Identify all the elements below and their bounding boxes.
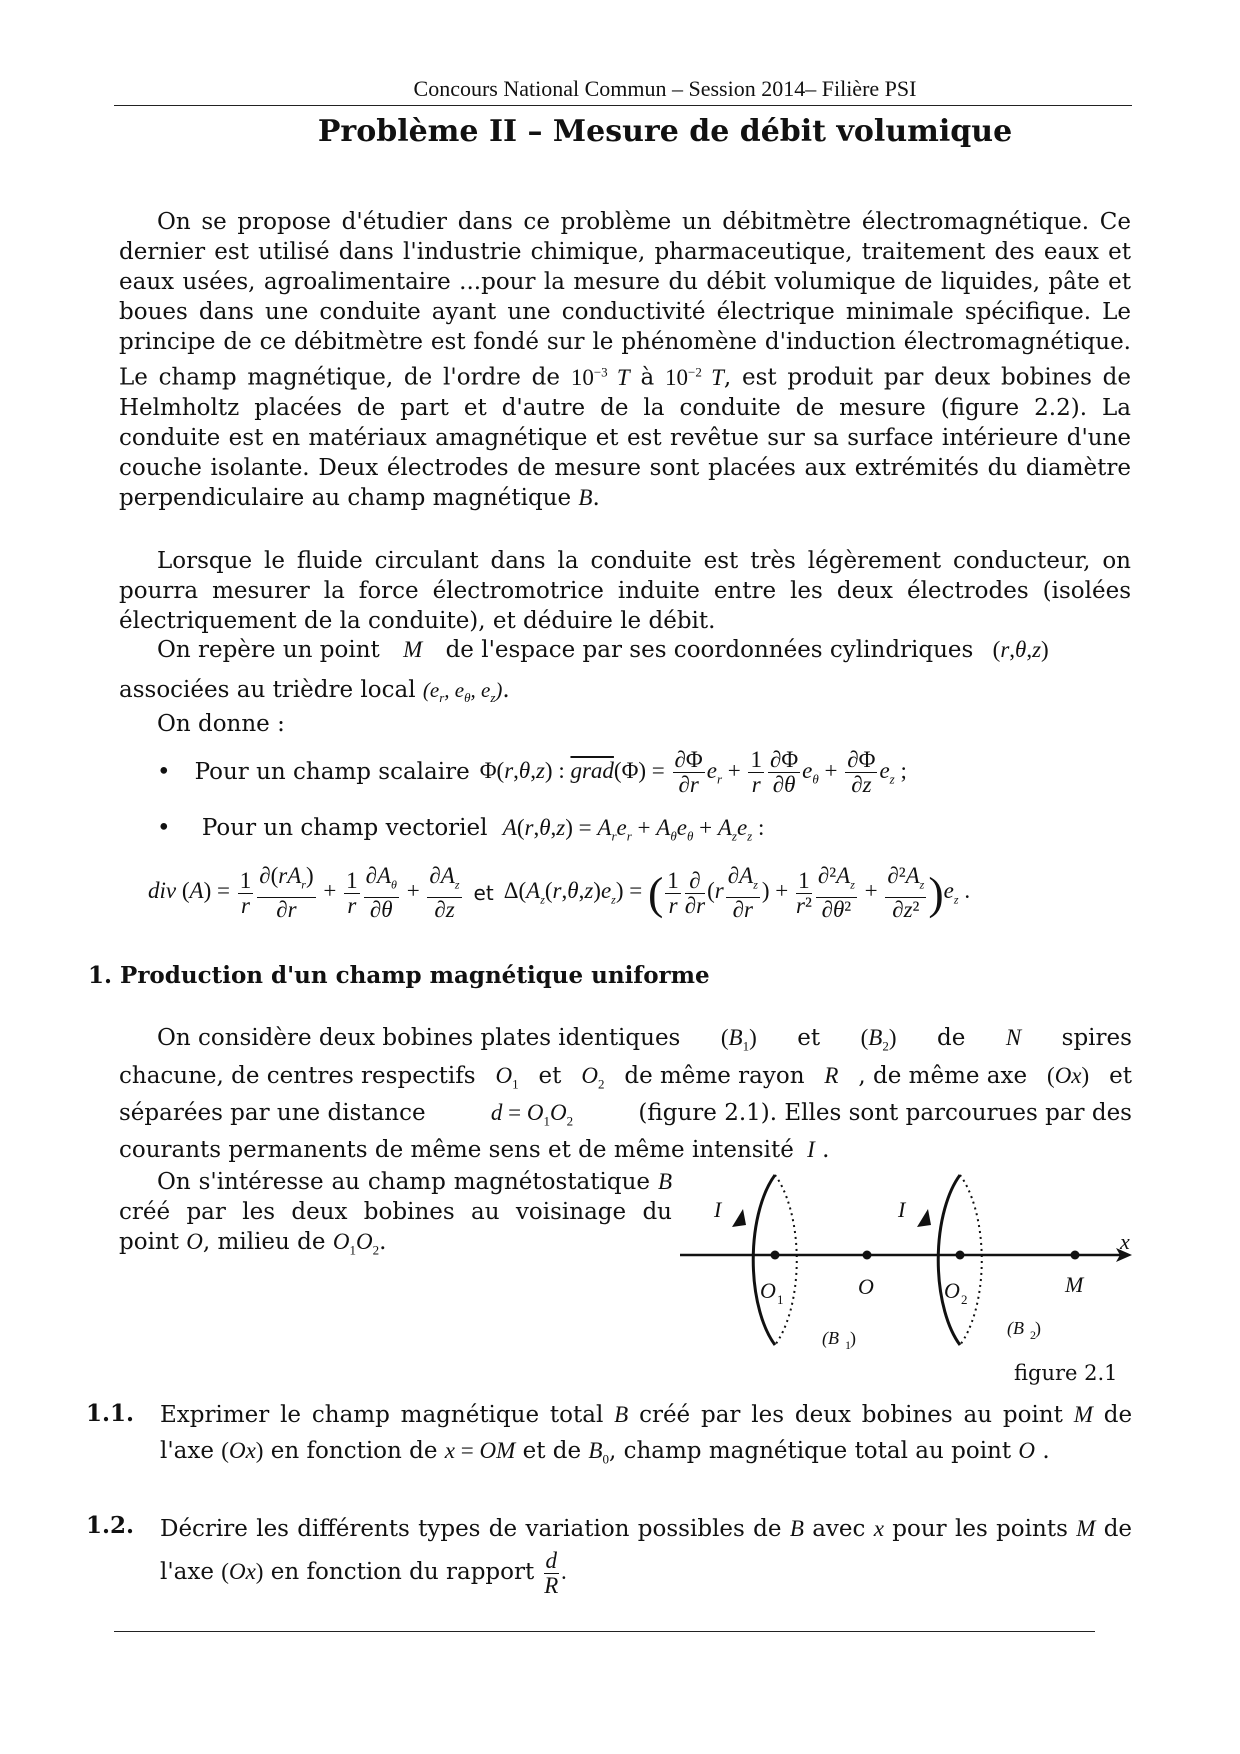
current-arrow-2 bbox=[917, 1209, 931, 1227]
intro-paragraph: On se propose d'étudier dans ce problème un débitmètre électromagnétique. Ce dernier est utilisé dans l'industrie chimique, pharmaceutique, traitement des eaux et eaux usées, agroalimentaire ...pour la mesure du débit volumique de liquides, pâte et boues dans une conduite ayant une conductivité électrique minimale spécifique. Le principe de ce débitmètre est fondé sur le phénomène d'induction électromagnétique. Le champ magnétique, de l'ordre de $10^{-3}$ T à $10^{-2}$ T, est produit par deux bobines de Helmholtz placées de part et d'autre de la conduite de mesure (figure 2.2). La conduite est en matériaux amagnétique et est revêtue sur sa surface intérieure d'une couche isolante. Deux électrodes de mesure sont placées aux extrémités du diamètre perpendiculaire au champ magnétique B. bbox=[119, 209, 1132, 511]
label-b1: (B bbox=[822, 1328, 839, 1348]
point-o2 bbox=[956, 1251, 965, 1260]
question-1-2: Décrire les différents types de variation possibles de B avec x pour les points M de l'axe (Ox) en fonction du rapport $\frac{d}{R}$ . bbox=[160, 1516, 1133, 1598]
local-basis-line: associées au trièdre local ($e_r$, $e_\theta$, $e_z$). bbox=[119, 677, 510, 706]
label-i1: I bbox=[714, 1197, 722, 1222]
label-b2: (B bbox=[1007, 1318, 1024, 1338]
coil-b2-dotted bbox=[960, 1175, 982, 1345]
point-o bbox=[863, 1251, 872, 1260]
label-o1: O bbox=[760, 1278, 776, 1303]
on-donne: On donne : bbox=[157, 711, 285, 737]
svg-text:): ) bbox=[850, 1328, 856, 1348]
section1-line1: On considère deux bobines plates identiques $(B_1)$ et $(B_2)$ de N spires bbox=[157, 1025, 1132, 1054]
current-arrow-1 bbox=[732, 1209, 746, 1227]
question-number-1-2: 1.2. bbox=[86, 1512, 135, 1539]
label-o2: O bbox=[944, 1278, 960, 1303]
question-number-1-1: 1.1. bbox=[86, 1400, 135, 1427]
label-b2-sub: 2 bbox=[1030, 1328, 1036, 1342]
svg-text:): ) bbox=[1035, 1318, 1041, 1338]
coil-b1-solid bbox=[753, 1175, 775, 1345]
coil-b2-solid bbox=[938, 1175, 960, 1345]
helmholtz-figure bbox=[680, 1165, 1140, 1375]
intro-paragraph-2: Lorsque le fluide circulant dans la conduite est très légèrement conducteur, on pourra mesurer la force électromotrice induite entre les deux électrodes (isolées électriquement de la conduite), et déduire le débit. bbox=[119, 548, 1131, 634]
header-rule bbox=[114, 105, 1132, 106]
point-o1 bbox=[771, 1251, 780, 1260]
label-o1-sub: 1 bbox=[777, 1292, 784, 1307]
field-paragraph: On s'intéresse au champ magnétostatique B créé par les deux bobines au voisinage du point O, milieu de $O_1O_2$. bbox=[119, 1169, 672, 1258]
problem-title: Problème II – Mesure de débit volumique bbox=[317, 114, 1013, 149]
footer-rule bbox=[114, 1631, 1095, 1632]
section-title: 1. Production d'un champ magnétique uniforme bbox=[88, 962, 710, 989]
question-1-1: Exprimer le champ magnétique total B créé par les deux bobines au point M de l'axe (Ox) en fonction de x = OM et de $B_0$, champ magnétique total au point O . bbox=[160, 1402, 1133, 1467]
label-o: O bbox=[858, 1274, 874, 1299]
gradient-formula: Φ(r,θ,z) : grad(Φ) = $\frac{\partial\Phi}{\partial r}$ $e_r$ + $\frac{1}{r}$ $\frac{\partial\Phi}{\partial\theta}$ $e_\theta$ + $\frac{\partial\Phi}{\partial z}$ $e_z$ ; bbox=[479, 746, 907, 797]
figure-caption: figure 2.1 bbox=[1014, 1361, 1118, 1385]
section1-line2: chacune, de centres respectifs $O_1$ et $O_2$ de même rayon R , de même axe (Ox) et bbox=[119, 1063, 1132, 1092]
coordinates-line: On repère un point M de l'espace par ses coordonnées cylindriques (r,θ,z) bbox=[157, 637, 1049, 663]
bullet-vector: • Pour un champ vectoriel $A(r,\theta,z) = A_re_r + A_\theta e_\theta + A_ze_z$ : bbox=[157, 815, 765, 844]
bullet-gradient: • Pour un champ scalaire Φ(r,θ,z) : grad(Φ) = $\frac{\partial\Phi}{\partial r}$ $e_r$ + $\frac{1}{r}$ $\frac{\partial\Phi}{\partial\theta}$ $e_\theta$ + $\frac{\partial\Phi}{\partial z}$ $e_z$ ; bbox=[157, 746, 907, 797]
section1-line3: séparées par une distance $d = O_1O_2$ (figure 2.1). Elles sont parcourues par des bbox=[119, 1100, 1132, 1129]
label-m: M bbox=[1065, 1272, 1084, 1297]
section1-line4: courants permanents de même sens et de même intensité I . bbox=[119, 1137, 830, 1163]
point-m bbox=[1071, 1251, 1080, 1260]
label-o2-sub: 2 bbox=[961, 1292, 968, 1307]
label-i2: I bbox=[898, 1197, 906, 1222]
coil-b1-dotted bbox=[775, 1175, 797, 1345]
label-b1-sub: 1 bbox=[845, 1338, 851, 1352]
label-x: x bbox=[1120, 1229, 1130, 1254]
running-header: Concours National Commun – Session 2014– Filière PSI bbox=[413, 76, 917, 101]
divergence-laplacian-formula: div (A) = $\frac{1}{r}$ $\frac{\partial(rA_r)}{\partial r}$ + $\frac{1}{r}$ $\frac{\partial A_\theta}{\partial\theta}$ + $\frac{\partial A_z}{\partial z}$ et $\Delta(A_z(r,\theta,z)e_z)$ = ( $\frac{1}{r}$ $\frac{\partial}{\partial r}$ (r $\frac{\partial A_z}{\partial r}$ ) + $\frac{1}{\text{r²}}$ $\frac{\partial^2A_z}{\text{∂θ²}}$ + $\frac{\partial^2A_z}{\text{∂z²}}$ )$e_z$ . bbox=[148, 863, 971, 922]
